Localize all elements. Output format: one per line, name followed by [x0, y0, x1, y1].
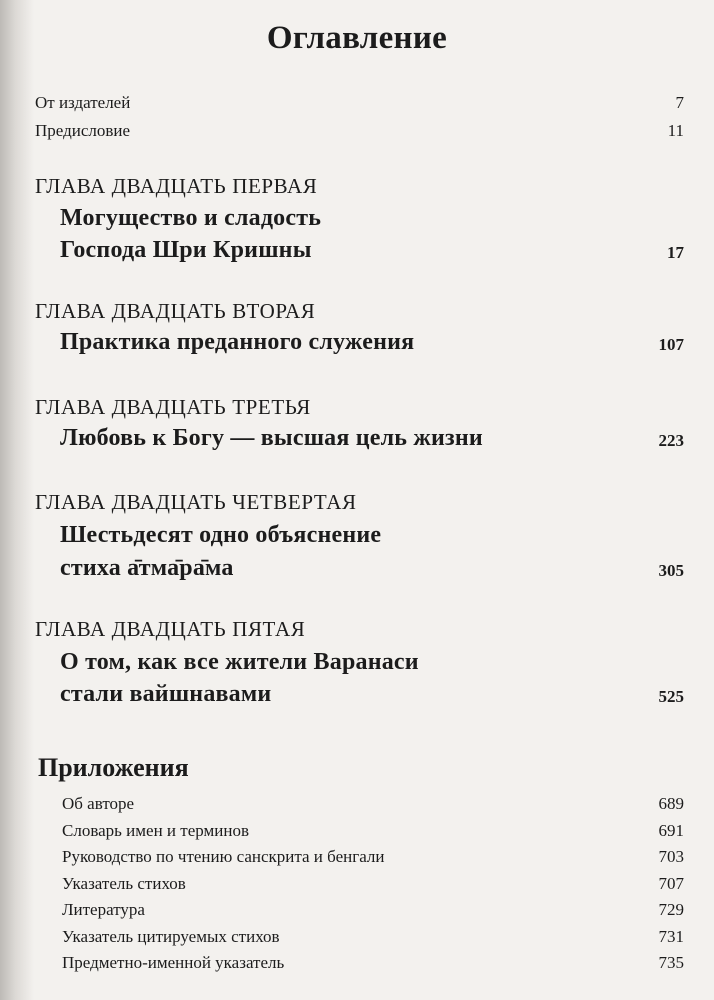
- chapter-label: ГЛАВА ДВАДЦАТЬ ПЯТАЯ: [35, 617, 306, 641]
- chapter-title-line: Шестьдесят одно объяснение: [60, 522, 382, 548]
- chapter-title-line: стали вайшнавами: [60, 681, 272, 707]
- entry-label: Руководство по чтению санскрита и бенгали: [62, 847, 385, 866]
- entry-page-number: 703: [658, 847, 684, 866]
- entry-page-number: 7: [675, 93, 684, 112]
- entry-label: От издателей: [35, 93, 131, 112]
- entry-label: Указатель цитируемых стихов: [62, 927, 280, 946]
- chapter-page-number: 17: [667, 243, 684, 262]
- entry-page-number: 691: [658, 821, 684, 840]
- chapter-page-number: 107: [658, 335, 684, 354]
- page-spine-shadow: [0, 0, 34, 1000]
- entry-page-number: 731: [658, 927, 684, 946]
- entry-label: Словарь имен и терминов: [62, 821, 249, 840]
- entry-page-number: 707: [658, 874, 684, 893]
- chapter-title-line: О том, как все жители Варанаси: [60, 649, 419, 675]
- entry-label: Об авторе: [62, 794, 135, 813]
- entry-page-number: 11: [667, 121, 684, 140]
- chapter-label: ГЛАВА ДВАДЦАТЬ ЧЕТВЕРТАЯ: [35, 490, 357, 514]
- chapter-page-number: 305: [658, 561, 684, 580]
- page-title: Оглавление: [266, 20, 448, 56]
- chapter-label: ГЛАВА ДВАДЦАТЬ ВТОРАЯ: [35, 299, 316, 323]
- chapter-title-line: Могущество и сладость: [60, 205, 322, 231]
- chapter-title-line: стиха а̄тма̄ра̄ма: [60, 555, 234, 581]
- chapter-title-line: Любовь к Богу — высшая цель жизни: [60, 425, 483, 451]
- entry-page-number: 729: [658, 900, 684, 919]
- chapter-label: ГЛАВА ДВАДЦАТЬ ПЕРВАЯ: [35, 174, 318, 198]
- chapter-title-line: Господа Шри Кришны: [60, 237, 312, 263]
- entry-label: Указатель стихов: [62, 874, 186, 893]
- entry-label: Предметно-именной указатель: [62, 953, 285, 972]
- chapter-title-line: Практика преданного служения: [60, 329, 415, 355]
- entry-label: Литература: [62, 900, 145, 919]
- chapter-page-number: 223: [658, 431, 684, 450]
- chapter-page-number: 525: [658, 687, 684, 706]
- entry-page-number: 689: [658, 794, 684, 813]
- appendix-heading: Приложения: [38, 753, 189, 782]
- chapter-label: ГЛАВА ДВАДЦАТЬ ТРЕТЬЯ: [35, 395, 311, 419]
- entry-page-number: 735: [658, 953, 684, 972]
- entry-label: Предисловие: [35, 121, 131, 140]
